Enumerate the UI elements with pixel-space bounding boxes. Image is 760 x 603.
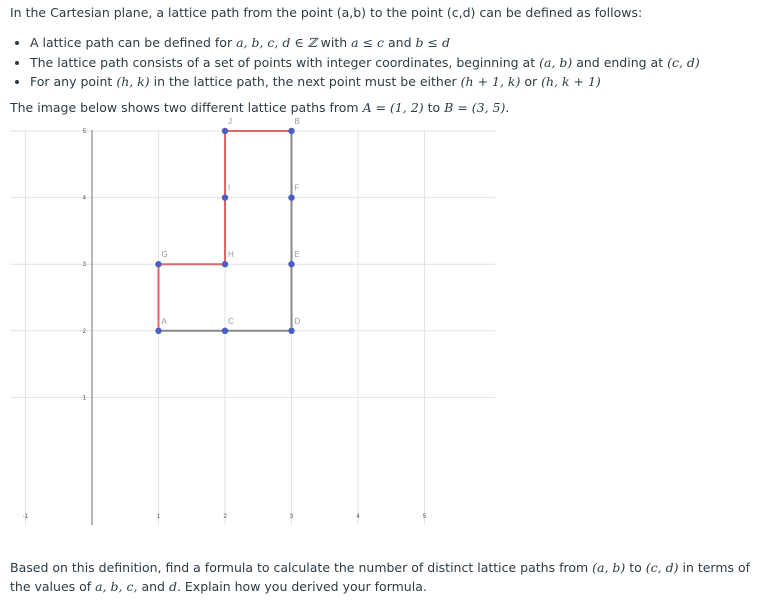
intro-text: In the Cartesian plane, a lattice path from the point (a,b) to the point (c,d) can be defined as follows: (10, 5, 643, 20)
y-tick-label: 2 (82, 328, 86, 335)
rule-text: and ending at (572, 54, 668, 70)
point-b (288, 128, 294, 134)
point-c (222, 328, 228, 334)
y-tick-label: 5 (82, 129, 86, 135)
y-tick-label: 1 (82, 395, 86, 402)
rule-math: a ≤ c (351, 35, 385, 50)
rule-text: with (316, 35, 352, 50)
rule-text: A lattice path can be defined for (30, 35, 237, 50)
question-segment: . Explain how you derived your formula. (176, 579, 427, 594)
point-label-d: D (294, 316, 301, 326)
point-i (222, 194, 228, 200)
x-tick-label: -1 (22, 514, 29, 520)
caption-math: A = (1, 2) (362, 100, 424, 115)
point-e (288, 261, 294, 267)
point-f (288, 194, 294, 200)
rule-text: and (384, 35, 416, 50)
rule-item (30, 72, 760, 92)
rule-math: (h + 1, k) (460, 74, 521, 89)
rule-text: in the lattice path, the next point must be either (149, 74, 461, 89)
caption-text: . (505, 100, 510, 115)
point-label-c: C (228, 316, 234, 326)
rule-math: (a, b) (539, 54, 573, 70)
rule-text: The lattice path consists of a set of points with integer coordinates, beginning at (30, 54, 540, 70)
x-tick-label: 2 (223, 514, 227, 520)
rule-item (30, 53, 760, 73)
point-label-f: F (294, 183, 300, 193)
x-tick-label: 1 (156, 514, 161, 520)
rule-text: or (520, 74, 542, 89)
point-label-a: A (161, 316, 167, 326)
x-tick-label: 4 (356, 514, 360, 520)
caption-text: to (423, 100, 445, 115)
caption-text: The image below shows two different lattice paths from (10, 100, 363, 115)
point-label-j: J (228, 117, 232, 126)
rule-item (30, 33, 760, 53)
rules-list (14, 33, 760, 92)
rule-math: (h, k) (116, 74, 150, 89)
question-text (10, 558, 752, 596)
point-g (155, 261, 161, 267)
point-label-e: E (294, 250, 300, 260)
x-tick-label: 5 (422, 514, 427, 520)
point-a (155, 328, 161, 334)
lattice-path-graph (10, 117, 495, 525)
question-segment: Based on this definition, find a formula to calculate the number of distinct lattice paths from (10, 560, 593, 575)
rule-math: (c, d) (667, 54, 700, 70)
point-label-b: B (294, 117, 300, 126)
question-segment: in terms of the values of (10, 560, 751, 594)
point-d (288, 328, 294, 334)
figure-caption (10, 99, 509, 117)
point-j (222, 128, 228, 134)
question-math: a, b, c, (95, 579, 138, 594)
point-h (222, 261, 228, 267)
rule-text: For any point (30, 74, 117, 89)
question-math: (c, d) (645, 560, 679, 575)
question-math: d (168, 579, 177, 594)
x-tick-label: 3 (289, 514, 294, 520)
question-segment: to (625, 560, 646, 575)
rule-math: (h, k + 1) (541, 74, 601, 89)
caption-math: B = (3, 5) (444, 100, 506, 115)
point-label-g: G (161, 250, 168, 260)
y-tick-label: 3 (82, 262, 86, 269)
rule-math: a, b, c, d ∈ ℤ (236, 35, 317, 50)
question-math: (a, b) (592, 560, 626, 575)
point-label-i: I (228, 183, 231, 193)
rule-math: b ≤ d (415, 35, 450, 50)
y-tick-label: 4 (82, 195, 86, 202)
point-label-h: H (228, 250, 234, 260)
question-segment: and (137, 579, 169, 594)
